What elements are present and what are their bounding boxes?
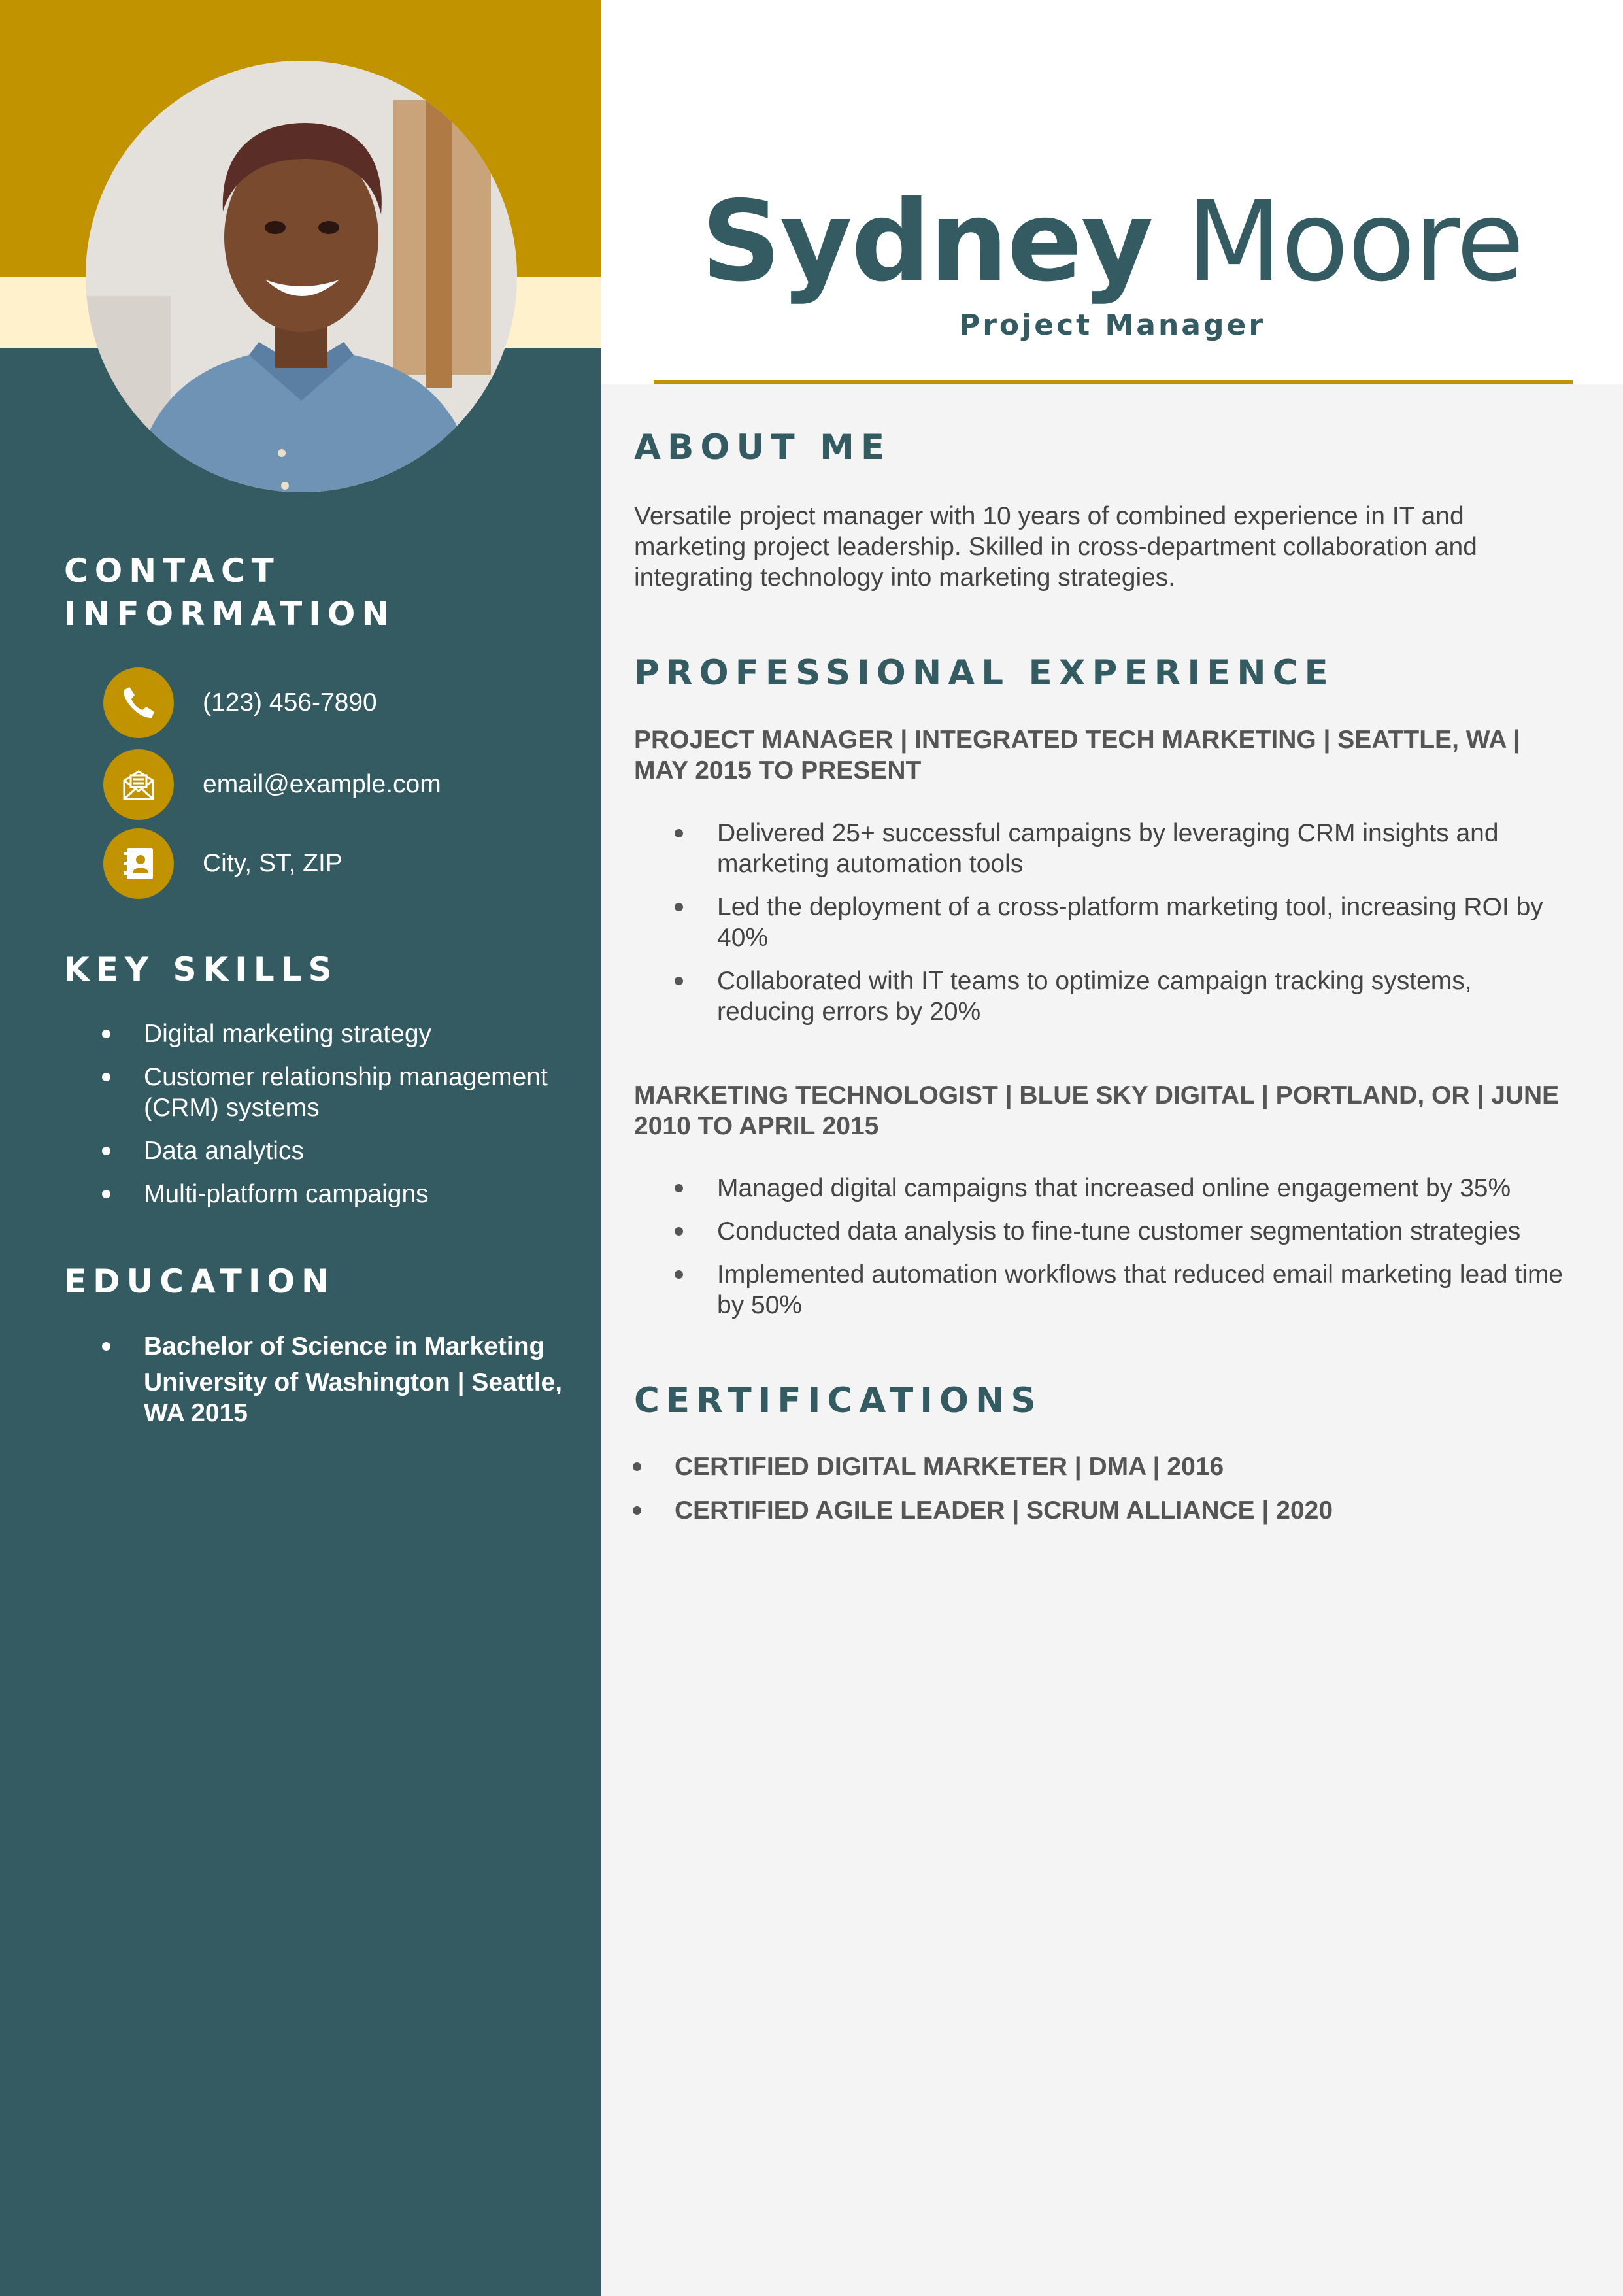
job-title: Project Manager xyxy=(958,309,1266,342)
phone-icon xyxy=(103,667,174,738)
job-bullet: Conducted data analysis to fine-tune customer segmentation strategies xyxy=(673,1216,1575,1247)
certification-item: CERTIFIED AGILE LEADER | SCRUM ALLIANCE | 2020 xyxy=(631,1495,1573,1526)
certifications-list xyxy=(631,1451,1573,1539)
location: City, ST, ZIP xyxy=(203,849,343,877)
email-address: email@example.com xyxy=(203,770,441,798)
job-bullets xyxy=(673,818,1575,1039)
education-heading: EDUCATION xyxy=(64,1262,335,1300)
job-bullets xyxy=(673,1173,1575,1333)
phone-number: (123) 456-7890 xyxy=(203,688,377,717)
experience-heading: PROFESSIONAL EXPERIENCE xyxy=(634,653,1335,693)
job-bullet: Implemented automation workflows that reduced email marketing lead time by 50% xyxy=(673,1259,1575,1321)
skill-item: Multi-platform campaigns xyxy=(98,1179,569,1209)
job-title-line: PROJECT MANAGER | INTEGRATED TECH MARKETING | SEATTLE, WA | MAY 2015 TO PRESENT xyxy=(634,726,1520,785)
certification-item: CERTIFIED DIGITAL MARKETER | DMA | 2016 xyxy=(631,1451,1573,1482)
about-heading: ABOUT ME xyxy=(634,428,892,467)
education-institution: University of Washington | Seattle, WA 2015 xyxy=(144,1368,563,1427)
profile-photo xyxy=(86,61,517,492)
job-title-line: MARKETING TECHNOLOGIST | BLUE SKY DIGITAL | PORTLAND, OR | JUNE 2010 TO APRIL 2015 xyxy=(634,1081,1560,1140)
contact-heading: CONTACT INFORMATION xyxy=(64,552,396,633)
address-book-icon xyxy=(103,828,174,899)
contact-phone xyxy=(103,667,377,738)
skills-heading: KEY SKILLS xyxy=(64,951,339,988)
skill-item: Digital marketing strategy xyxy=(98,1019,569,1049)
job-bullet: Led the deployment of a cross-platform marketing tool, increasing ROI by 40% xyxy=(673,892,1575,953)
skills-list xyxy=(98,1019,569,1222)
last-name: Moore xyxy=(1186,177,1524,307)
header-divider xyxy=(654,380,1573,384)
education-item xyxy=(98,1331,569,1428)
candidate-name xyxy=(601,177,1623,307)
job-bullet: Delivered 25+ successful campaigns by leveraging CRM insights and marketing automation tools xyxy=(673,818,1575,879)
job-bullet: Collaborated with IT teams to optimize campaign tracking systems, reducing errors by 20% xyxy=(673,966,1575,1027)
contact-location xyxy=(103,828,343,899)
job-bullet: Managed digital campaigns that increased online engagement by 35% xyxy=(673,1173,1575,1204)
about-text: Versatile project manager with 10 years of combined experience in IT and marketing project leadership. Skilled in cross-department collaboration and integrating technology into marketing strategies. xyxy=(634,502,1477,592)
certifications-heading: CERTIFICATIONS xyxy=(634,1381,1043,1421)
education-degree: Bachelor of Science in Marketing xyxy=(144,1332,545,1360)
first-name: Sydney xyxy=(701,177,1152,307)
skill-item: Customer relationship management (CRM) systems xyxy=(98,1062,569,1123)
education-list xyxy=(98,1331,569,1428)
skill-item: Data analytics xyxy=(98,1136,569,1166)
contact-email xyxy=(103,749,441,820)
email-icon xyxy=(103,749,174,820)
